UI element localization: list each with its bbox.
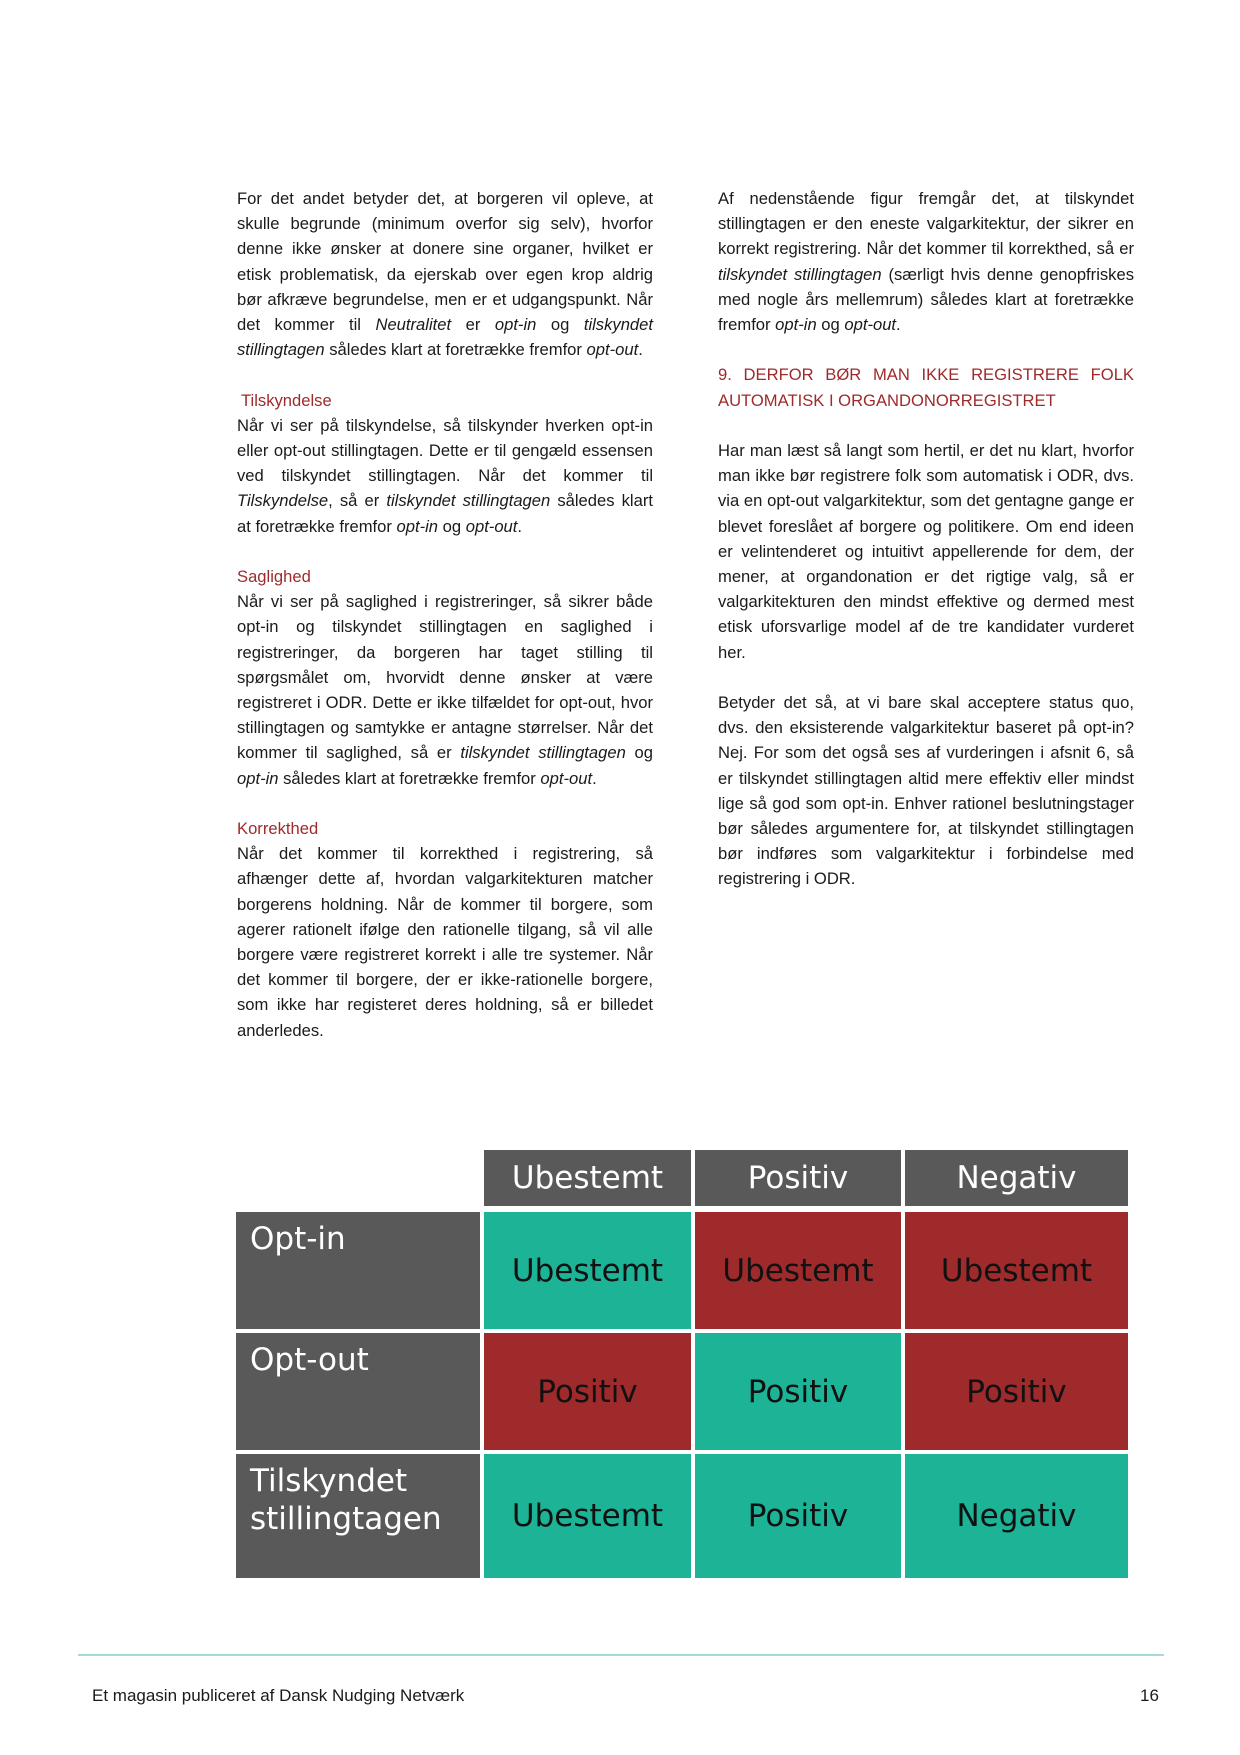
footer-publisher: Et magasin publiceret af Dansk Nudging Netværk bbox=[92, 1686, 465, 1705]
left-column bbox=[237, 186, 653, 1043]
right-column bbox=[718, 186, 1134, 892]
text-run: For det andet betyder det, at borgeren vil opleve, at skulle begrunde (minimum overfor sig selv), hvorfor denne ikke ønsker at donere sine organer, hvilket er etisk problematisk, da ejerskab over egen krop aldrig bør afkræve begrundelse, men er et udgangspunkt. Når det kommer til bbox=[237, 189, 653, 335]
text-run: og bbox=[536, 315, 584, 335]
paragraph-opt-out-argument bbox=[718, 438, 1134, 665]
italic-term: Neutralitet bbox=[375, 315, 452, 335]
subheading-korrekthed: Korrekthed bbox=[237, 819, 319, 839]
italic-term: Tilskyndelse bbox=[237, 491, 329, 511]
paragraph-conclusion bbox=[718, 690, 1134, 892]
text-run: Har man læst så langt som hertil, er det nu klart, hvorfor man ikke bør registrere folk som automatisk i ODR, dvs. via en opt-out valgarkitektur, som det gentagne gange er blevet foreslået af borgere og politikere. Om end ideen er velintenderet og intuitivt appellerende for dem, der mener, at organdonation er det rigtige valg, så er valgarkitekturen den mindst effektive og dermed mest etisk uforsvarlige model af de tre kandidater vurderet her. bbox=[718, 441, 1134, 662]
text-run: Betyder det så, at vi bare skal acceptere status quo, dvs. den eksisterende valgarkitektur baseret på opt-in? Nej. For som det også ses af vurderingen i afsnit 6, så er tilskyndet stillingtagen altid mere effektiv eller mindst lige så god som opt-in. Enhver rationel beslutningstager bør således argumentere for, at tilskyndet stillingtagen bør indføres som valgarkitektur i forbindelse med registrering i ODR. bbox=[718, 693, 1134, 889]
subheading-tilskyndelse: Tilskyndelse bbox=[241, 390, 332, 410]
italic-term: opt-out bbox=[844, 315, 897, 335]
matrix-cell: Ubestemt bbox=[695, 1212, 901, 1329]
row-label bbox=[236, 1212, 480, 1329]
text-run: Når vi ser på saglighed i registreringer, så sikrer både opt-in og tilskyndet stillingtagen en saglighed i registreringer, da borgeren har taget stilling til spørgsmålet om, hvorvidt denne ønsker at være registreret i ODR. Dette er ikke tilfældet for opt-out, hvor stillingtagen og samtykke er antagne størrelser. Når det kommer til saglighed, så er bbox=[237, 592, 653, 763]
italic-term: opt-in bbox=[237, 768, 279, 788]
row-label-line: Tilskyndet bbox=[250, 1463, 408, 1499]
subheading-saglighed: Saglighed bbox=[237, 567, 311, 587]
italic-term: opt-in bbox=[494, 315, 537, 335]
italic-term: tilskyndet stillingtagen bbox=[460, 743, 626, 763]
text-run: således klart at foretrække fremfor bbox=[324, 340, 587, 360]
column-header: Positiv bbox=[695, 1150, 901, 1206]
matrix-cell: Ubestemt bbox=[484, 1454, 691, 1578]
text-run: . bbox=[638, 340, 643, 360]
text-run: . bbox=[896, 315, 901, 335]
paragraph-tilskyndelse bbox=[237, 413, 653, 539]
italic-term: opt-in bbox=[775, 315, 817, 335]
matrix-cell: Positiv bbox=[905, 1333, 1128, 1450]
paragraph-korrekthed bbox=[237, 841, 653, 1043]
row-label-line: Opt-in bbox=[250, 1221, 346, 1257]
section-heading: 9. DERFOR BØR MAN IKKE REGISTRERE FOLK AUTOMATISK I ORGANDONORREGISTRET bbox=[718, 365, 1134, 410]
text-run: Når vi ser på tilskyndelse, så tilskynder hverken opt-in eller opt-out stillingtagen. Dette er til gengæld essensen ved tilskyndet stillingtagen. Når det kommer til bbox=[237, 415, 653, 486]
italic-term: opt-in bbox=[396, 516, 439, 536]
matrix-cell: Positiv bbox=[695, 1454, 901, 1578]
italic-term: tilskyndet stillingtagen bbox=[718, 264, 882, 284]
italic-term: opt-out bbox=[540, 768, 593, 788]
paragraph-saglighed bbox=[237, 589, 653, 791]
row-label bbox=[236, 1333, 480, 1450]
matrix-cell: Negativ bbox=[905, 1454, 1128, 1578]
matrix-cell: Ubestemt bbox=[905, 1212, 1128, 1329]
text-run: således klart at foretrække fremfor bbox=[237, 491, 653, 536]
text-run: og bbox=[438, 516, 466, 536]
italic-term: tilskyndet stillingtagen bbox=[386, 491, 551, 511]
text-run: og bbox=[625, 743, 653, 763]
text-run: . bbox=[592, 768, 597, 788]
italic-term: opt-out bbox=[586, 340, 639, 360]
registration-matrix-figure bbox=[236, 1150, 1136, 1582]
paragraph-neutralitet bbox=[237, 186, 653, 362]
row-label-line: stillingtagen bbox=[250, 1501, 442, 1537]
text-run: Af nedenstående figur fremgår det, at tilskyndet stillingtagen er den eneste valgarkitektur, der sikrer en korrekt registrering. Når det kommer til korrekthed, så er bbox=[718, 189, 1134, 259]
column-header: Negativ bbox=[905, 1150, 1128, 1206]
footer-divider bbox=[78, 1654, 1164, 1656]
matrix-cell: Positiv bbox=[695, 1333, 901, 1450]
matrix-cell: Ubestemt bbox=[484, 1212, 691, 1329]
text-run: Når det kommer til korrekthed i registrering, så afhænger dette af, hvordan valgarkitekturen matcher borgerens holdning. Når de kommer til borgere, som agerer rationelt ifølge den rationelle tilgang, så vil alle borgere være registreret korrekt i alle tre systemer. Når det kommer til borgere, der er ikke-rationelle borgere, som ikke har registeret deres holdning, så er billedet anderledes. bbox=[237, 844, 653, 1040]
column-header: Ubestemt bbox=[484, 1150, 691, 1206]
page-number: 16 bbox=[1140, 1686, 1159, 1705]
text-run: således klart at foretrække fremfor bbox=[278, 768, 541, 788]
row-label bbox=[236, 1454, 480, 1578]
italic-term: tilskyndet stillingtagen bbox=[237, 315, 653, 360]
row-label-line: Opt-out bbox=[250, 1342, 369, 1378]
text-run: er bbox=[451, 315, 495, 335]
text-run: (særligt hvis denne genopfriskes med nogle års mellemrum) således klart at foretrække fremfor bbox=[718, 264, 1134, 335]
paragraph-figure-intro bbox=[718, 186, 1134, 337]
text-run: . bbox=[517, 516, 523, 536]
matrix-cell: Positiv bbox=[484, 1333, 691, 1450]
text-run: og bbox=[816, 315, 845, 335]
text-run: , så er bbox=[328, 491, 387, 511]
italic-term: opt-out bbox=[465, 516, 518, 536]
